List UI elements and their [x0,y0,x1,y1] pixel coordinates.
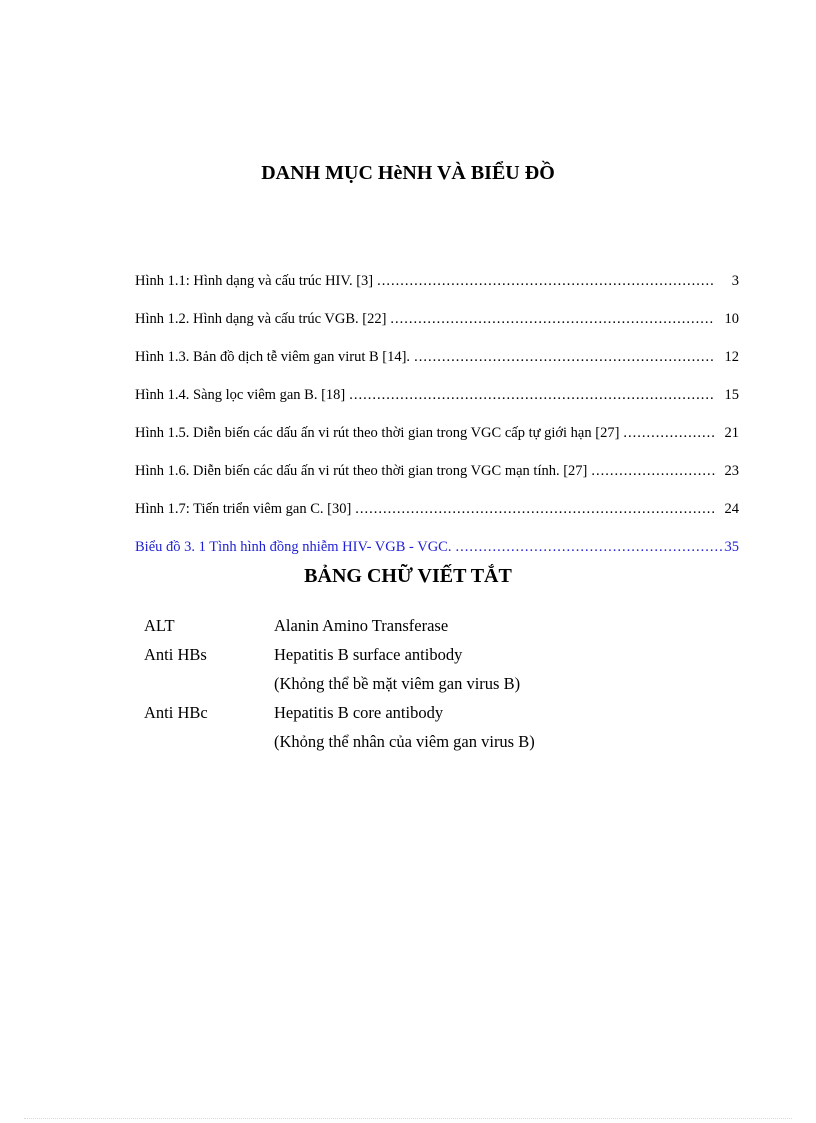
toc-entry-label: Hình 1.1: Hình dạng và cấu trúc HIV. [3] [135,273,374,289]
toc-entry[interactable] [135,311,739,349]
abbreviation-definition: (Khỏng thể bề mặt viêm gan virus B) [274,674,521,693]
abbreviation-definition: Hepatitis B surface antibody [274,645,463,664]
toc-leader-dots [349,387,715,404]
toc-entry-page: 12 [724,349,739,365]
toc-entry[interactable] [135,387,739,425]
toc-leader-dots [414,349,715,366]
toc-leader-dots [355,501,715,518]
toc-entry-label: Hình 1.5. Diễn biến các dấu ấn vi rút theo thời gian trong VGC cấp tự giới hạn [27] [135,425,620,441]
abbreviation-term: ALT [144,616,175,635]
toc-entry-label: Hình 1.6. Diễn biến các dấu ấn vi rút theo thời gian trong VGC mạn tính. [27] [135,463,588,479]
toc-leader-dots [455,539,724,556]
toc-entry-page: 23 [724,463,739,479]
toc-entry[interactable] [135,463,739,501]
abbreviation-table [144,616,535,761]
page-bottom-divider [24,1118,792,1119]
toc-leader-dots [390,311,715,328]
toc-entry-page: 10 [724,311,739,327]
toc-entry-page: 3 [731,273,739,289]
toc-leader-dots [377,273,715,290]
toc-leader-dots [623,425,715,442]
toc-entry-label: Hình 1.3. Bản đồ dịch tễ viêm gan virut B [14]. [135,349,411,365]
abbreviation-row [144,674,535,703]
toc-entry[interactable] [135,501,739,539]
page-title: DANH MỤC HèNH VÀ BIỂU ĐỒ [261,162,555,184]
toc-entry[interactable] [135,273,739,311]
toc-entry-label: Hình 1.2. Hình dạng và cấu trúc VGB. [22] [135,311,387,327]
toc-entry-page: 21 [724,425,739,441]
abbreviation-title: BẢNG CHỮ VIẾT TẮT [304,565,512,587]
toc-entry-label: Hình 1.4. Sàng lọc viêm gan B. [18] [135,387,346,403]
toc-leader-dots [591,463,715,480]
toc-entry-page: 35 [724,539,739,555]
abbreviation-definition: Hepatitis B core antibody [274,703,444,722]
toc-entry[interactable] [135,349,739,387]
abbreviation-row [144,616,535,645]
toc-entry[interactable] [135,425,739,463]
abbreviation-row [144,703,535,732]
toc-entry-page: 24 [724,501,739,517]
abbreviation-definition: (Khỏng thể nhân của viêm gan virus B) [274,732,535,751]
toc-entry-label: Hình 1.7: Tiến triển viêm gan C. [30] [135,501,352,517]
toc-entry-label: Biểu đồ 3. 1 Tình hình đồng nhiễm HIV- VGB - VGC. [135,539,452,555]
toc-entry-page: 15 [724,387,739,403]
figure-list [135,273,739,577]
abbreviation-row [144,645,535,674]
abbreviation-term: Anti HBs [144,645,207,664]
abbreviation-row [144,732,535,761]
abbreviation-definition: Alanin Amino Transferase [274,616,449,635]
abbreviation-term: Anti HBc [144,703,208,722]
